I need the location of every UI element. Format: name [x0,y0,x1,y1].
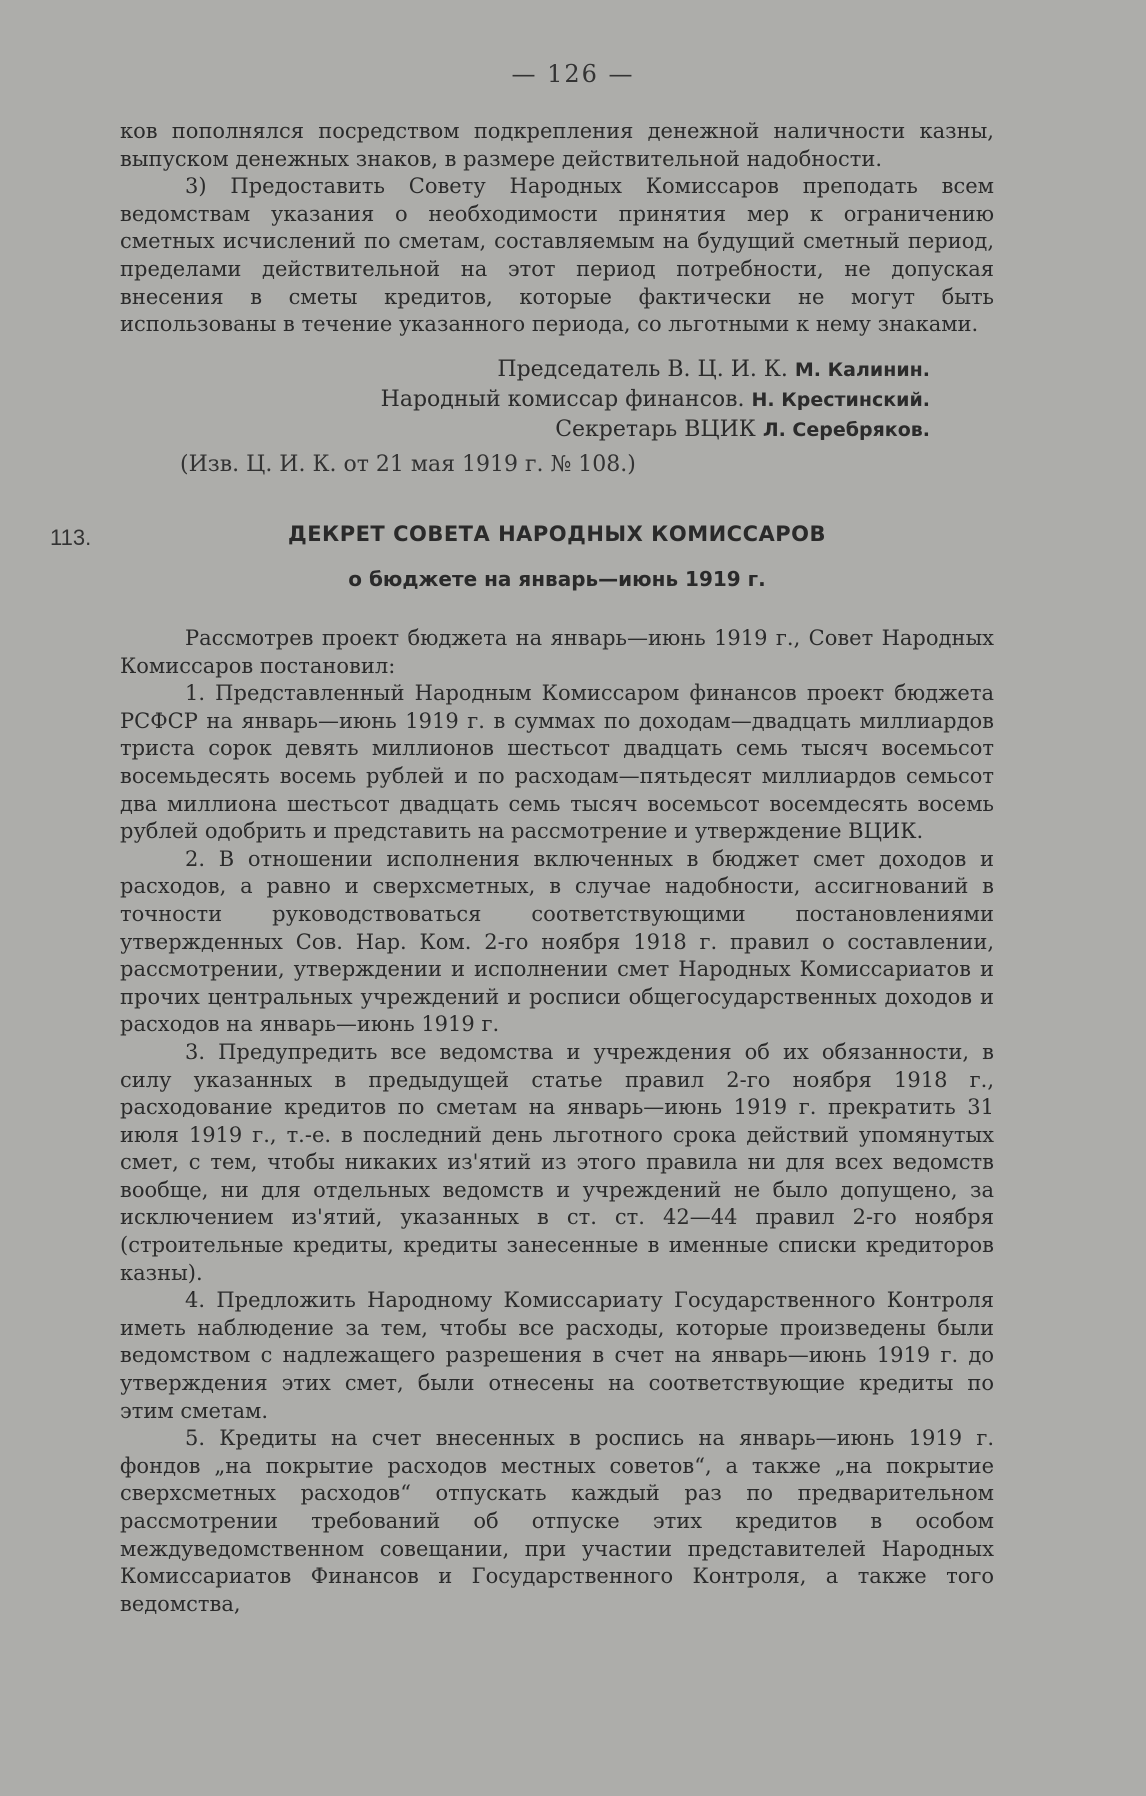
decree-body [120,625,994,1618]
paragraph: 1. Представленный Народным Комиссаром финансов проект бюджета РСФСР на январь—июнь 1919 г. в суммах по доходам—двадцать миллиардов триста сорок девять миллионов шестьсот двадцать семь тысяч восемьсот восемьдесять восемь рублей и по расходам—пятьдесят миллиардов семьсот два миллиона шестьсот двадцать семь тысяч восемьсот восемдесять восемь рублей одобрить и представить на рассмотрение и утверждение ВЦИК. [120,681,994,844]
signature-title: Секретарь ВЦИК [555,417,756,442]
paragraph: 5. Кредиты на счет внесенных в роспись на январь—июнь 1919 г. фондов „на покрытие расходов местных советов“, а также „на покрытие сверхсметных расходов“ отпускать каждый раз по предварительном рассмотрении требований об отпуске этих кредитов в особом междуведомственном совещании, при участии представителей Народных Комиссариатов Финансов и Государственного Контроля, а также того ведомства, [120,1426,994,1616]
paragraph: Рассмотрев проект бюджета на январь—июнь 1919 г., Совет Народных Комиссаров постановил: [120,626,994,678]
signature-title: Народный комиссар финансов. [380,387,745,412]
signature-title: Председатель В. Ц. И. К. [497,357,788,382]
paragraph: 2. В отношении исполнения включенных в бюджет смет доходов и расходов, а равно и сверхсметных, в случае надобности, ассигнований в точности руководствоваться соответствующими постановлениями утвержденных Сов. Нар. Ком. 2-го ноября 1918 г. правил о составлении, рассмотрении, утверждении и исполнении смет Народных Комиссариатов и прочих центральных учреждений и росписи общегосударственных доходов и расходов на январь—июнь 1919 г. [120,846,994,1037]
signature-line [120,385,930,415]
signature-name: М. Калинин. [794,359,930,381]
signature-line [120,415,930,445]
decree-number: 113. [50,525,92,550]
decree-subtitle: о бюджете на январь—июнь 1919 г. [348,567,766,591]
signature-line [120,355,930,385]
paragraph: 3. Предупредить все ведомства и учреждения об их обязанности, в силу указанных в предыдущей статье правил 2-го ноября 1918 г., расходование кредитов по сметам на январь—июнь 1919 г. прекратить 31 июля 1919 г., т.-е. в последний день льготного срока действий упомянутых смет, с тем, чтобы никаких из'ятий из этого правила ни для всех ведомств вообще, ни для отдельных ведомств и учреждений не было допущено, за исключением из'ятий, указанных в ст. ст. 42—44 правил 2-го ноября (строительные кредиты, кредиты занесенные в именные списки кредиторов казны). [120,1039,994,1285]
page-number: — 126 — [511,60,635,88]
decree-title: ДЕКРЕТ СОВЕТА НАРОДНЫХ КОМИССАРОВ [287,522,826,546]
paragraph: ков пополнялся посредством подкрепления денежной наличности казны, выпуском денежных знаков, в размере действительной надобности. [120,119,994,171]
signature-block [120,355,930,445]
signature-name: Л. Серебряков. [762,419,930,441]
signature-name: Н. Крестинский. [751,389,930,411]
source-note: (Изв. Ц. И. К. от 21 мая 1919 г. № 108.) [180,452,636,477]
continuation-text [120,118,994,339]
paragraph: 4. Предложить Народному Комиссариату Государственного Контроля иметь наблюдение за тем, чтобы все расходы, которые произведены были ведомством с надлежащего разрешения в счет на январь—июнь 1919 г. до утверждения этих смет, были отнесены на соответствующие кредиты по этим сметам. [120,1288,994,1423]
paragraph: 3) Предоставить Совету Народных Комиссаров преподать всем ведомствам указания о необходимости принятия мер к ограничению сметных исчислений по сметам, составляемым на будущий сметный период, пределами действительной на этот период потребности, не допуская внесения в сметы кредитов, которые фактически не могут быть использованы в течение указанного периода, со льготными к нему знаками. [120,174,994,337]
